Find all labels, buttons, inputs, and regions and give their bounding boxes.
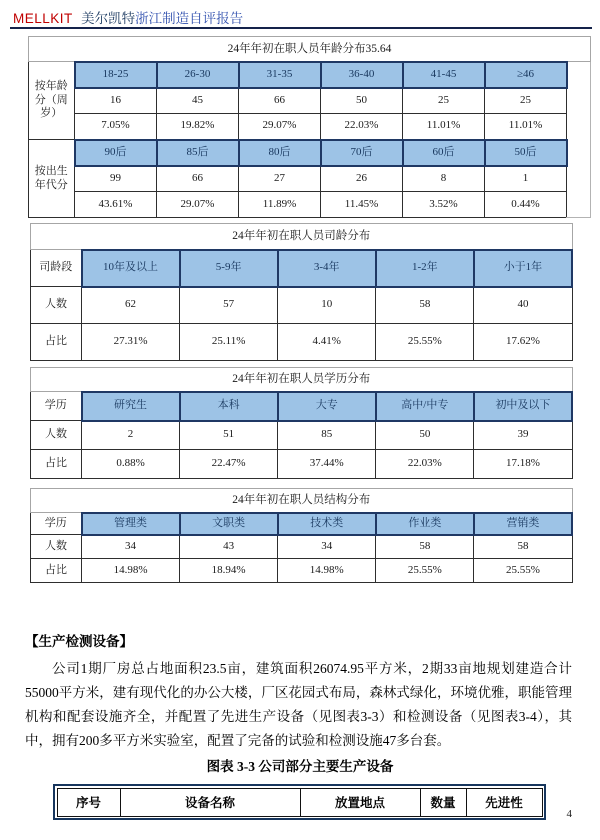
header-rule	[10, 27, 592, 29]
tenure-distribution-table	[30, 223, 573, 361]
body-paragraph: 公司1期厂房总占地面积23.5亩，建筑面积26074.95平方米，2期33亩地规划建造合计55000平方米，建有现代化的办公大楼，厂区花园式布局，森林式绿化，环境优雅，职能管理机构和配套设施齐全，并配置了先进生产设备（见图表3-3）和检测设备（见图表3-4），其中，拥有200多平方米实验室，配置了完备的试验和检测设施47多台套。	[25, 661, 572, 748]
row-group-label: 按年龄分（周岁）	[29, 62, 75, 140]
equipment-column-header: 放置地点	[300, 788, 420, 816]
table-title: 24年年初在职人员结构分布	[31, 489, 573, 513]
column-header: 5-9年	[180, 250, 278, 287]
structure-distribution-table	[30, 488, 573, 583]
column-header: 3-4年	[278, 250, 376, 287]
percent-cell: 7.05%	[75, 114, 157, 140]
stub-header: 学历	[31, 513, 82, 535]
value-cell: 43	[180, 535, 278, 559]
percent-cell: 43.61%	[75, 192, 157, 218]
section-heading: 【生产检测设备】	[25, 634, 133, 649]
count-cell: 25	[485, 88, 567, 114]
percent-cell: 22.03%	[321, 114, 403, 140]
equipment-column-header: 设备名称	[120, 788, 300, 816]
value-cell: 2	[82, 421, 180, 450]
stub-header: 学历	[31, 392, 82, 421]
percent-cell: 29.07%	[157, 192, 239, 218]
value-cell: 25.55%	[474, 559, 572, 583]
count-cell: 1	[485, 166, 567, 192]
column-header: 31-35	[239, 62, 321, 88]
table-title: 24年年初在职人员学历分布	[31, 368, 573, 392]
column-header: 文职类	[180, 513, 278, 535]
count-cell: 25	[403, 88, 485, 114]
value-cell: 37.44%	[278, 450, 376, 479]
value-cell: 25.55%	[376, 324, 474, 361]
column-header: ≥46	[485, 62, 567, 88]
count-cell: 99	[75, 166, 157, 192]
column-header: 本科	[180, 392, 278, 421]
value-cell: 58	[474, 535, 572, 559]
percent-cell: 11.45%	[321, 192, 403, 218]
column-header: 41-45	[403, 62, 485, 88]
table-title: 24年年初在职人员年龄分布35.64	[29, 37, 591, 62]
column-header: 管理类	[82, 513, 180, 535]
doc-title-company: 美尔凯特	[81, 11, 136, 26]
row-group-label: 按出生年代分	[29, 140, 75, 218]
percent-cell: 11.01%	[403, 114, 485, 140]
page-number: 4	[566, 808, 572, 820]
row-label: 占比	[31, 450, 82, 479]
count-cell: 26	[321, 166, 403, 192]
value-cell: 58	[376, 287, 474, 324]
count-cell: 66	[239, 88, 321, 114]
percent-cell: 0.44%	[485, 192, 567, 218]
count-cell: 66	[157, 166, 239, 192]
value-cell: 14.98%	[82, 559, 180, 583]
value-cell: 22.47%	[180, 450, 278, 479]
percent-cell: 11.89%	[239, 192, 321, 218]
figure-caption: 图表 3-3 公司部分主要生产设备	[206, 759, 394, 774]
education-distribution-table	[30, 367, 573, 479]
column-header: 70后	[321, 140, 403, 166]
column-header: 小于1年	[474, 250, 572, 287]
equipment-column-header: 序号	[57, 788, 120, 816]
equipment-table-frame	[53, 784, 546, 820]
value-cell: 85	[278, 421, 376, 450]
column-header: 作业类	[376, 513, 474, 535]
column-header: 大专	[278, 392, 376, 421]
equipment-column-header: 数量	[420, 788, 466, 816]
value-cell: 18.94%	[180, 559, 278, 583]
column-header: 85后	[157, 140, 239, 166]
column-header: 研究生	[82, 392, 180, 421]
value-cell: 10	[278, 287, 376, 324]
column-header: 90后	[75, 140, 157, 166]
column-header: 10年及以上	[82, 250, 180, 287]
column-header: 26-30	[157, 62, 239, 88]
row-label: 人数	[31, 421, 82, 450]
column-header: 1-2年	[376, 250, 474, 287]
column-header: 50后	[485, 140, 567, 166]
count-cell: 50	[321, 88, 403, 114]
count-cell: 27	[239, 166, 321, 192]
age-distribution-table	[28, 36, 591, 218]
value-cell: 39	[474, 421, 572, 450]
table-title: 24年年初在职人员司龄分布	[31, 224, 573, 250]
brand-logo: MELLKIT	[13, 11, 73, 26]
column-header: 营销类	[474, 513, 572, 535]
value-cell: 50	[376, 421, 474, 450]
value-cell: 27.31%	[82, 324, 180, 361]
row-label: 占比	[31, 324, 82, 361]
value-cell: 25.11%	[180, 324, 278, 361]
percent-cell: 3.52%	[403, 192, 485, 218]
row-label: 人数	[31, 287, 82, 324]
equipment-column-header: 先进性	[466, 788, 542, 816]
column-header: 36-40	[321, 62, 403, 88]
value-cell: 14.98%	[278, 559, 376, 583]
column-header: 18-25	[75, 62, 157, 88]
count-cell: 45	[157, 88, 239, 114]
column-header: 技术类	[278, 513, 376, 535]
value-cell: 17.18%	[474, 450, 572, 479]
row-label: 人数	[31, 535, 82, 559]
value-cell: 4.41%	[278, 324, 376, 361]
count-cell: 8	[403, 166, 485, 192]
value-cell: 57	[180, 287, 278, 324]
value-cell: 0.88%	[82, 450, 180, 479]
value-cell: 58	[376, 535, 474, 559]
percent-cell: 11.01%	[485, 114, 567, 140]
stub-header: 司龄段	[31, 250, 82, 287]
value-cell: 25.55%	[376, 559, 474, 583]
column-header: 60后	[403, 140, 485, 166]
column-header: 初中及以下	[474, 392, 572, 421]
value-cell: 62	[82, 287, 180, 324]
column-header: 高中/中专	[376, 392, 474, 421]
spacer-cell	[567, 62, 591, 218]
value-cell: 34	[278, 535, 376, 559]
value-cell: 22.03%	[376, 450, 474, 479]
count-cell: 16	[75, 88, 157, 114]
percent-cell: 19.82%	[157, 114, 239, 140]
doc-title-report: 浙江制造自评报告	[135, 11, 244, 26]
column-header: 80后	[239, 140, 321, 166]
value-cell: 34	[82, 535, 180, 559]
row-label: 占比	[31, 559, 82, 583]
equipment-table	[57, 788, 543, 817]
value-cell: 17.62%	[474, 324, 572, 361]
percent-cell: 29.07%	[239, 114, 321, 140]
value-cell: 51	[180, 421, 278, 450]
document-header	[0, 0, 600, 24]
value-cell: 40	[474, 287, 572, 324]
